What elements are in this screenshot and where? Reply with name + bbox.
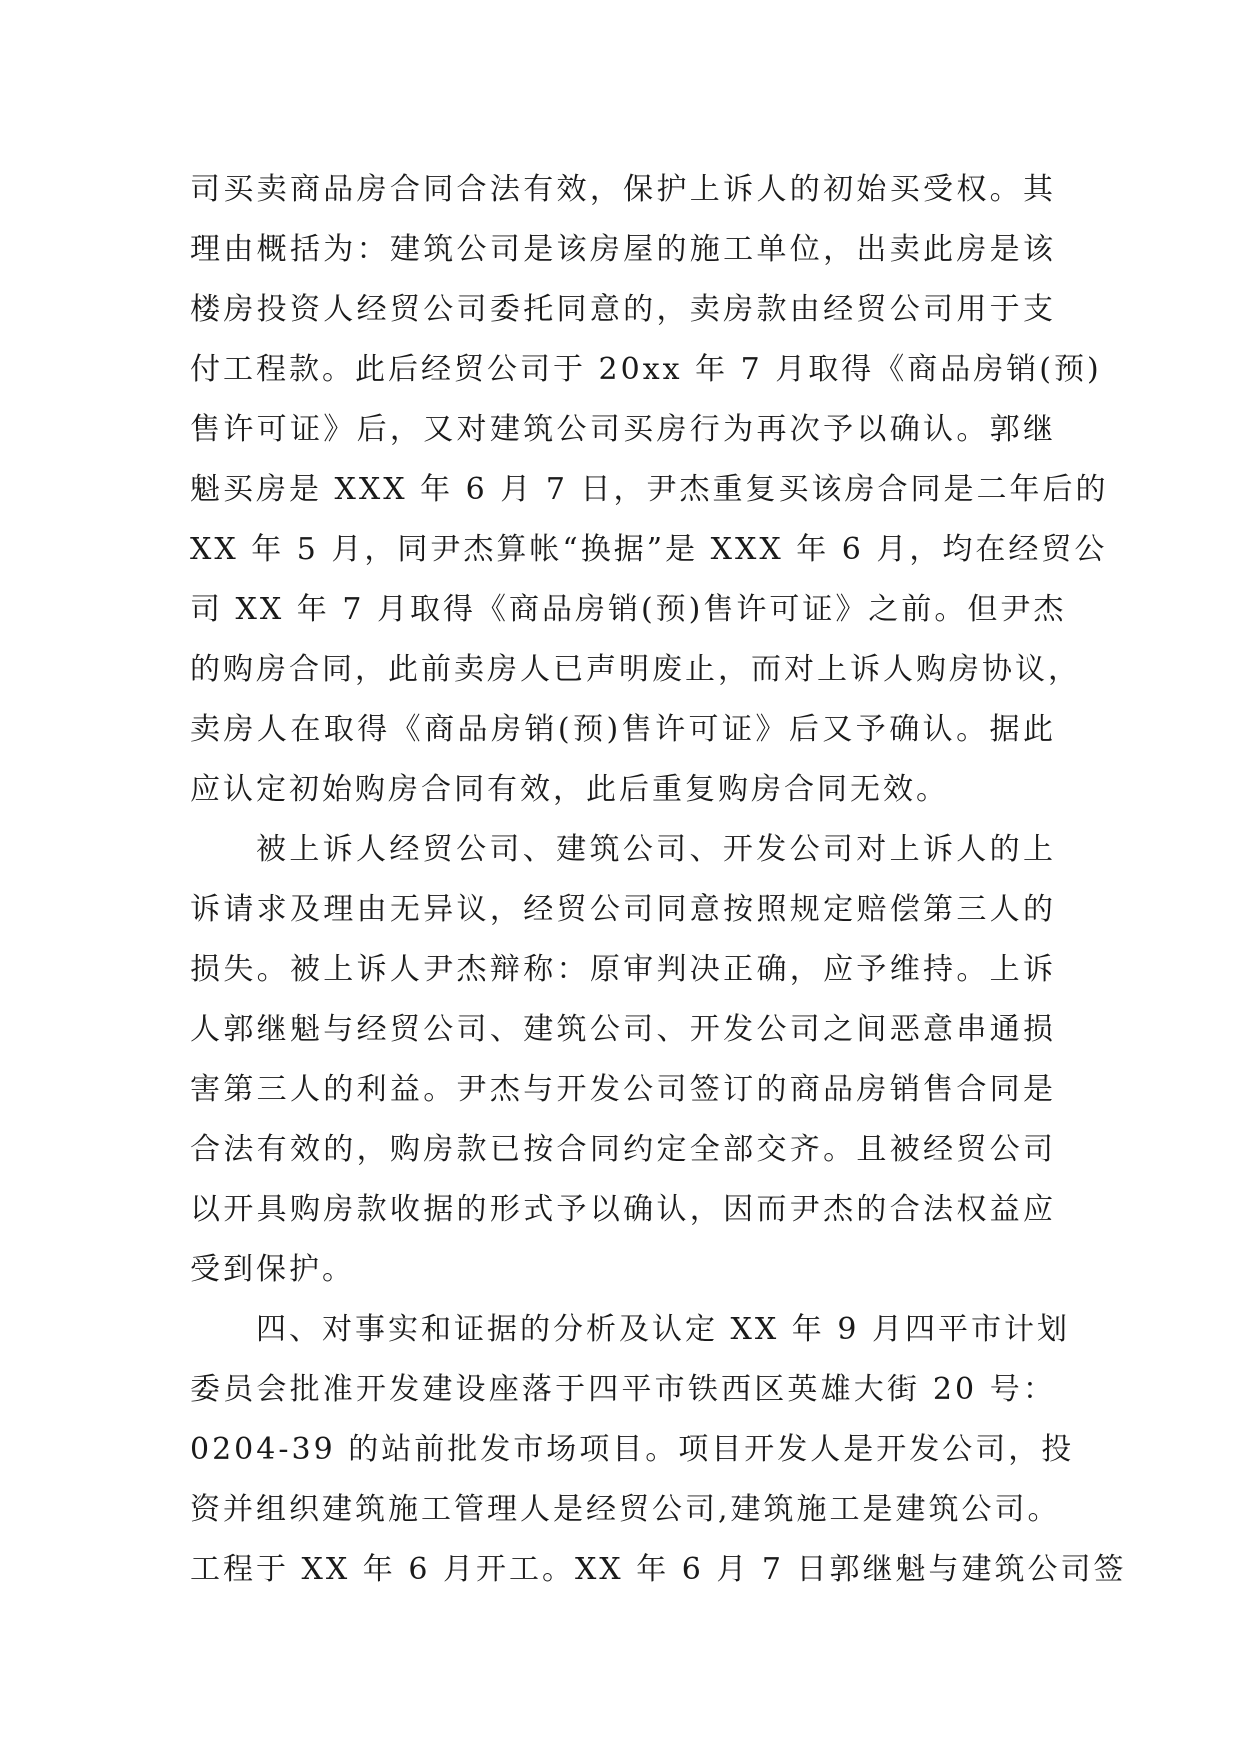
text-line: 魁买房是 XXX 年 6 月 7 日，尹杰重复买该房合同是二年后的	[190, 472, 1109, 507]
document-body	[190, 160, 1127, 1600]
text-line: 理由概括为：建筑公司是该房屋的施工单位，出卖此房是该	[190, 232, 1056, 267]
text-line: 0204-39 的站前批发市场项目。项目开发人是开发公司，投	[190, 1432, 1075, 1467]
text-line: 付工程款。此后经贸公司于 20xx 年 7 月取得《商品房销(预)	[190, 352, 1102, 387]
paragraph-3	[190, 1300, 1127, 1600]
text-line: 诉请求及理由无异议，经贸公司同意按照规定赔偿第三人的	[190, 892, 1056, 927]
text-line: 四、对事实和证据的分析及认定 XX 年 9 月四平市计划	[256, 1312, 1070, 1347]
text-line: 委员会批准开发建设座落于四平市铁西区英雄大街 20 号：	[190, 1372, 1056, 1407]
text-line: 被上诉人经贸公司、建筑公司、开发公司对上诉人的上	[256, 832, 1056, 867]
text-line: 以开具购房款收据的形式予以确认，因而尹杰的合法权益应	[190, 1192, 1056, 1227]
text-line: 应认定初始购房合同有效，此后重复购房合同无效。	[190, 772, 949, 807]
text-line: 受到保护。	[190, 1252, 355, 1287]
paragraph-2	[190, 820, 1056, 1300]
text-line: 楼房投资人经贸公司委托同意的，卖房款由经贸公司用于支	[190, 292, 1056, 327]
text-line: 的购房合同，此前卖房人已声明废止，而对上诉人购房协议，	[190, 652, 1081, 687]
text-line: 工程于 XX 年 6 月开工。XX 年 6 月 7 日郭继魁与建筑公司签	[190, 1552, 1127, 1587]
text-line: 人郭继魁与经贸公司、建筑公司、开发公司之间恶意串通损	[190, 1012, 1056, 1047]
text-line: 合法有效的，购房款已按合同约定全部交齐。且被经贸公司	[190, 1132, 1056, 1167]
text-line: 售许可证》后，又对建筑公司买房行为再次予以确认。郭继	[190, 412, 1056, 447]
text-line: 损失。被上诉人尹杰辩称：原审判决正确，应予维持。上诉	[190, 952, 1056, 987]
paragraph-1	[190, 160, 1109, 820]
text-line: 卖房人在取得《商品房销(预)售许可证》后又予确认。据此	[190, 712, 1056, 747]
text-line: XX 年 5 月，同尹杰算帐“换据”是 XXX 年 6 月，均在经贸公	[190, 532, 1108, 567]
text-line: 害第三人的利益。尹杰与开发公司签订的商品房销售合同是	[190, 1072, 1056, 1107]
text-line: 司买卖商品房合同合法有效，保护上诉人的初始买受权。其	[190, 172, 1056, 207]
text-line: 资并组织建筑施工管理人是经贸公司,建筑施工是建筑公司。	[190, 1492, 1061, 1527]
text-line: 司 XX 年 7 月取得《商品房销(预)售许可证》之前。但尹杰	[190, 592, 1067, 627]
